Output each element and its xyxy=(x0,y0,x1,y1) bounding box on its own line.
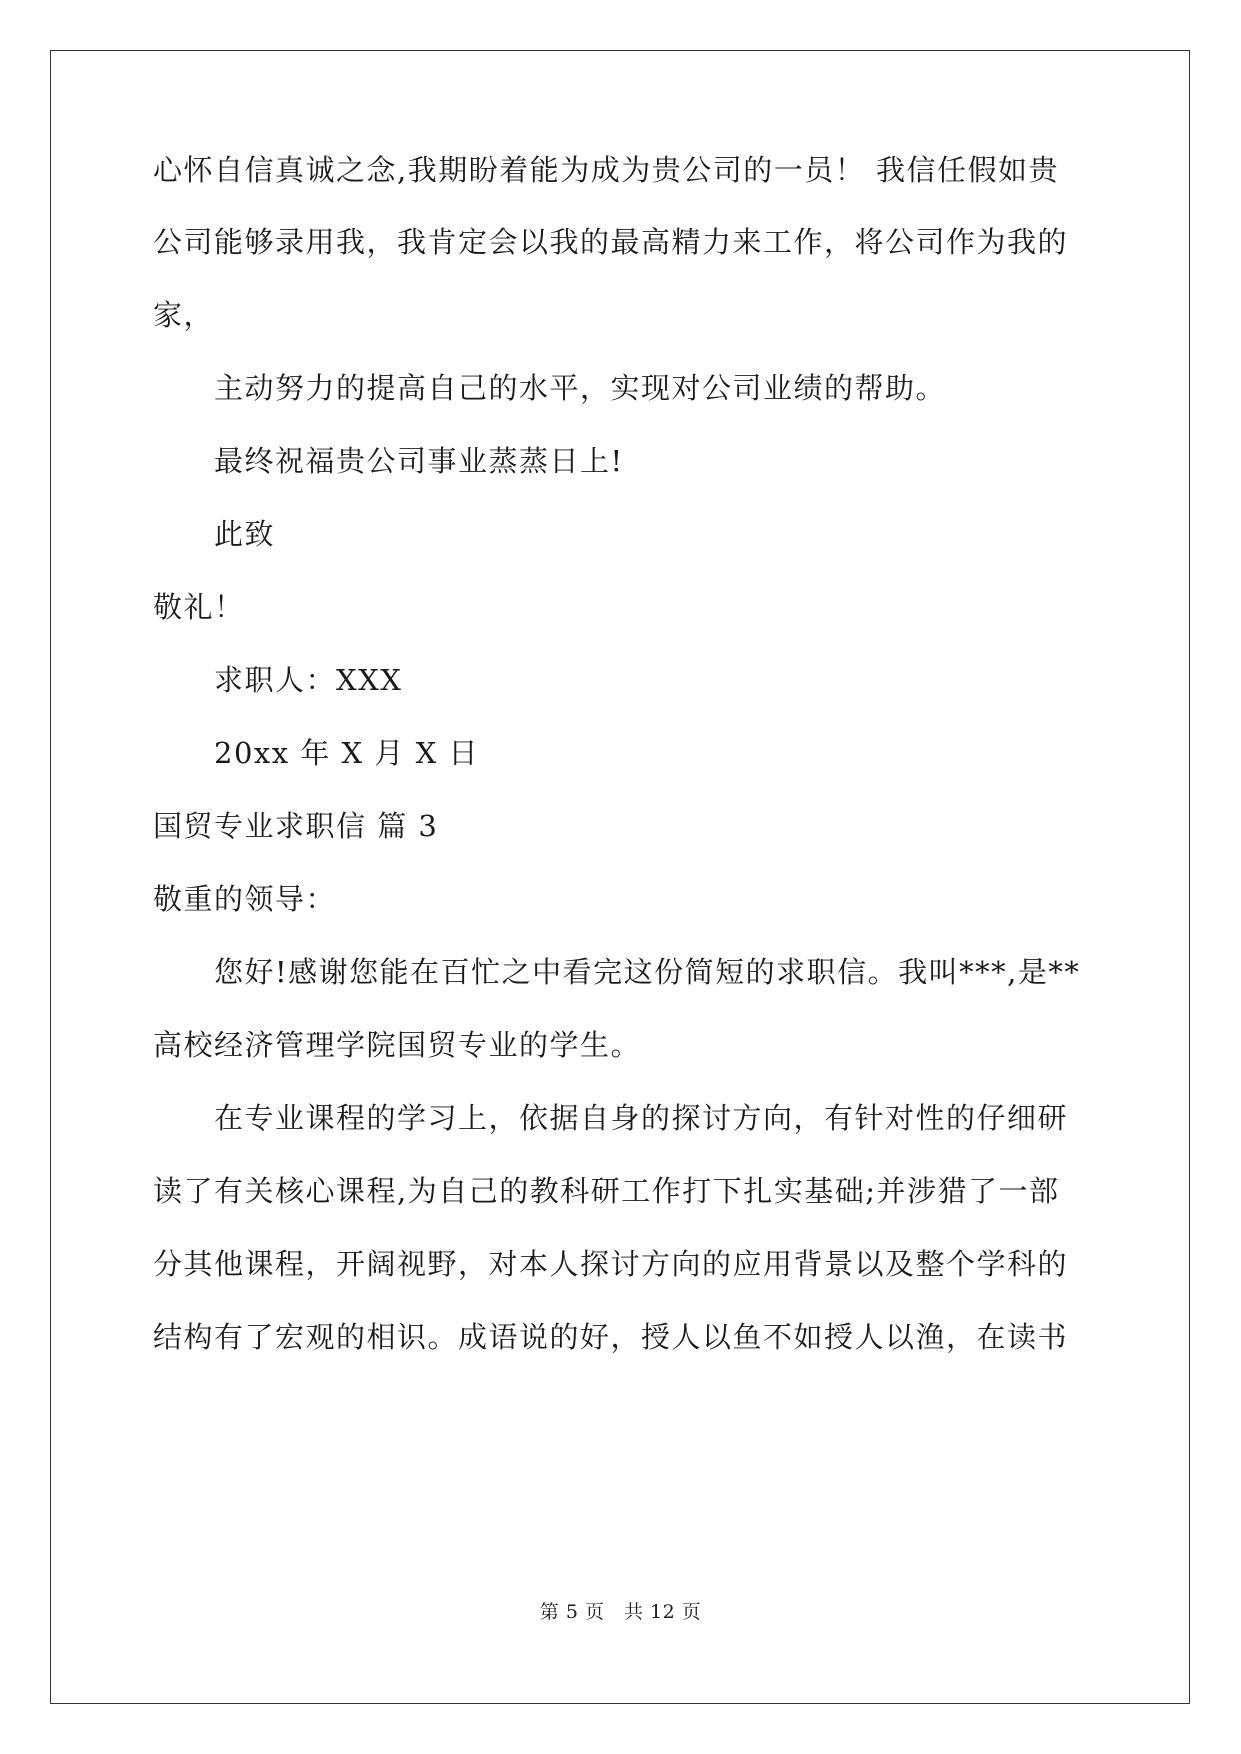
text-line: 心怀自信真诚之念,我期盼着能为成为贵公司的一员！ 我信任假如贵 xyxy=(153,153,1059,187)
text-line: 家， xyxy=(153,298,215,332)
text-line: 在专业课程的学习上，依据自身的探讨方向，有针对性的仔细研 xyxy=(214,1101,1069,1135)
text-line: 结构有了宏观的相识。成语说的好，授人以鱼不如授人以渔，在读书 xyxy=(153,1320,1069,1354)
text-line: 您好!感谢您能在百忙之中看完这份简短的求职信。我叫***,是** xyxy=(214,955,1081,989)
page-border xyxy=(50,50,1190,1704)
text-line: 主动努力的提高自己的水平，实现对公司业绩的帮助。 xyxy=(214,371,947,405)
text-line: 最终祝福贵公司事业蒸蒸日上! xyxy=(214,444,624,478)
text-line: 分其他课程，开阔视野，对本人探讨方向的应用背景以及整个学科的 xyxy=(153,1247,1069,1281)
text-line: 此致 xyxy=(214,517,276,551)
letter-date: 20xx 年 X 月 X 日 xyxy=(214,736,479,770)
section-heading: 国贸专业求职信 篇 3 xyxy=(153,809,439,843)
text-line: 读了有关核心课程,为自己的教科研工作打下扎实基础;并涉猎了一部 xyxy=(153,1174,1060,1208)
text-line: 公司能够录用我，我肯定会以我的最高精力来工作，将公司作为我的 xyxy=(153,225,1069,259)
page-number-footer: 第 5 页 共 12 页 xyxy=(539,1601,702,1623)
applicant-signature: 求职人：XXX xyxy=(214,663,403,697)
text-line: 高校经济管理学院国贸专业的学生。 xyxy=(153,1028,642,1062)
greeting: 敬重的领导： xyxy=(153,882,337,916)
salutation-closing: 敬礼！ xyxy=(153,590,245,624)
